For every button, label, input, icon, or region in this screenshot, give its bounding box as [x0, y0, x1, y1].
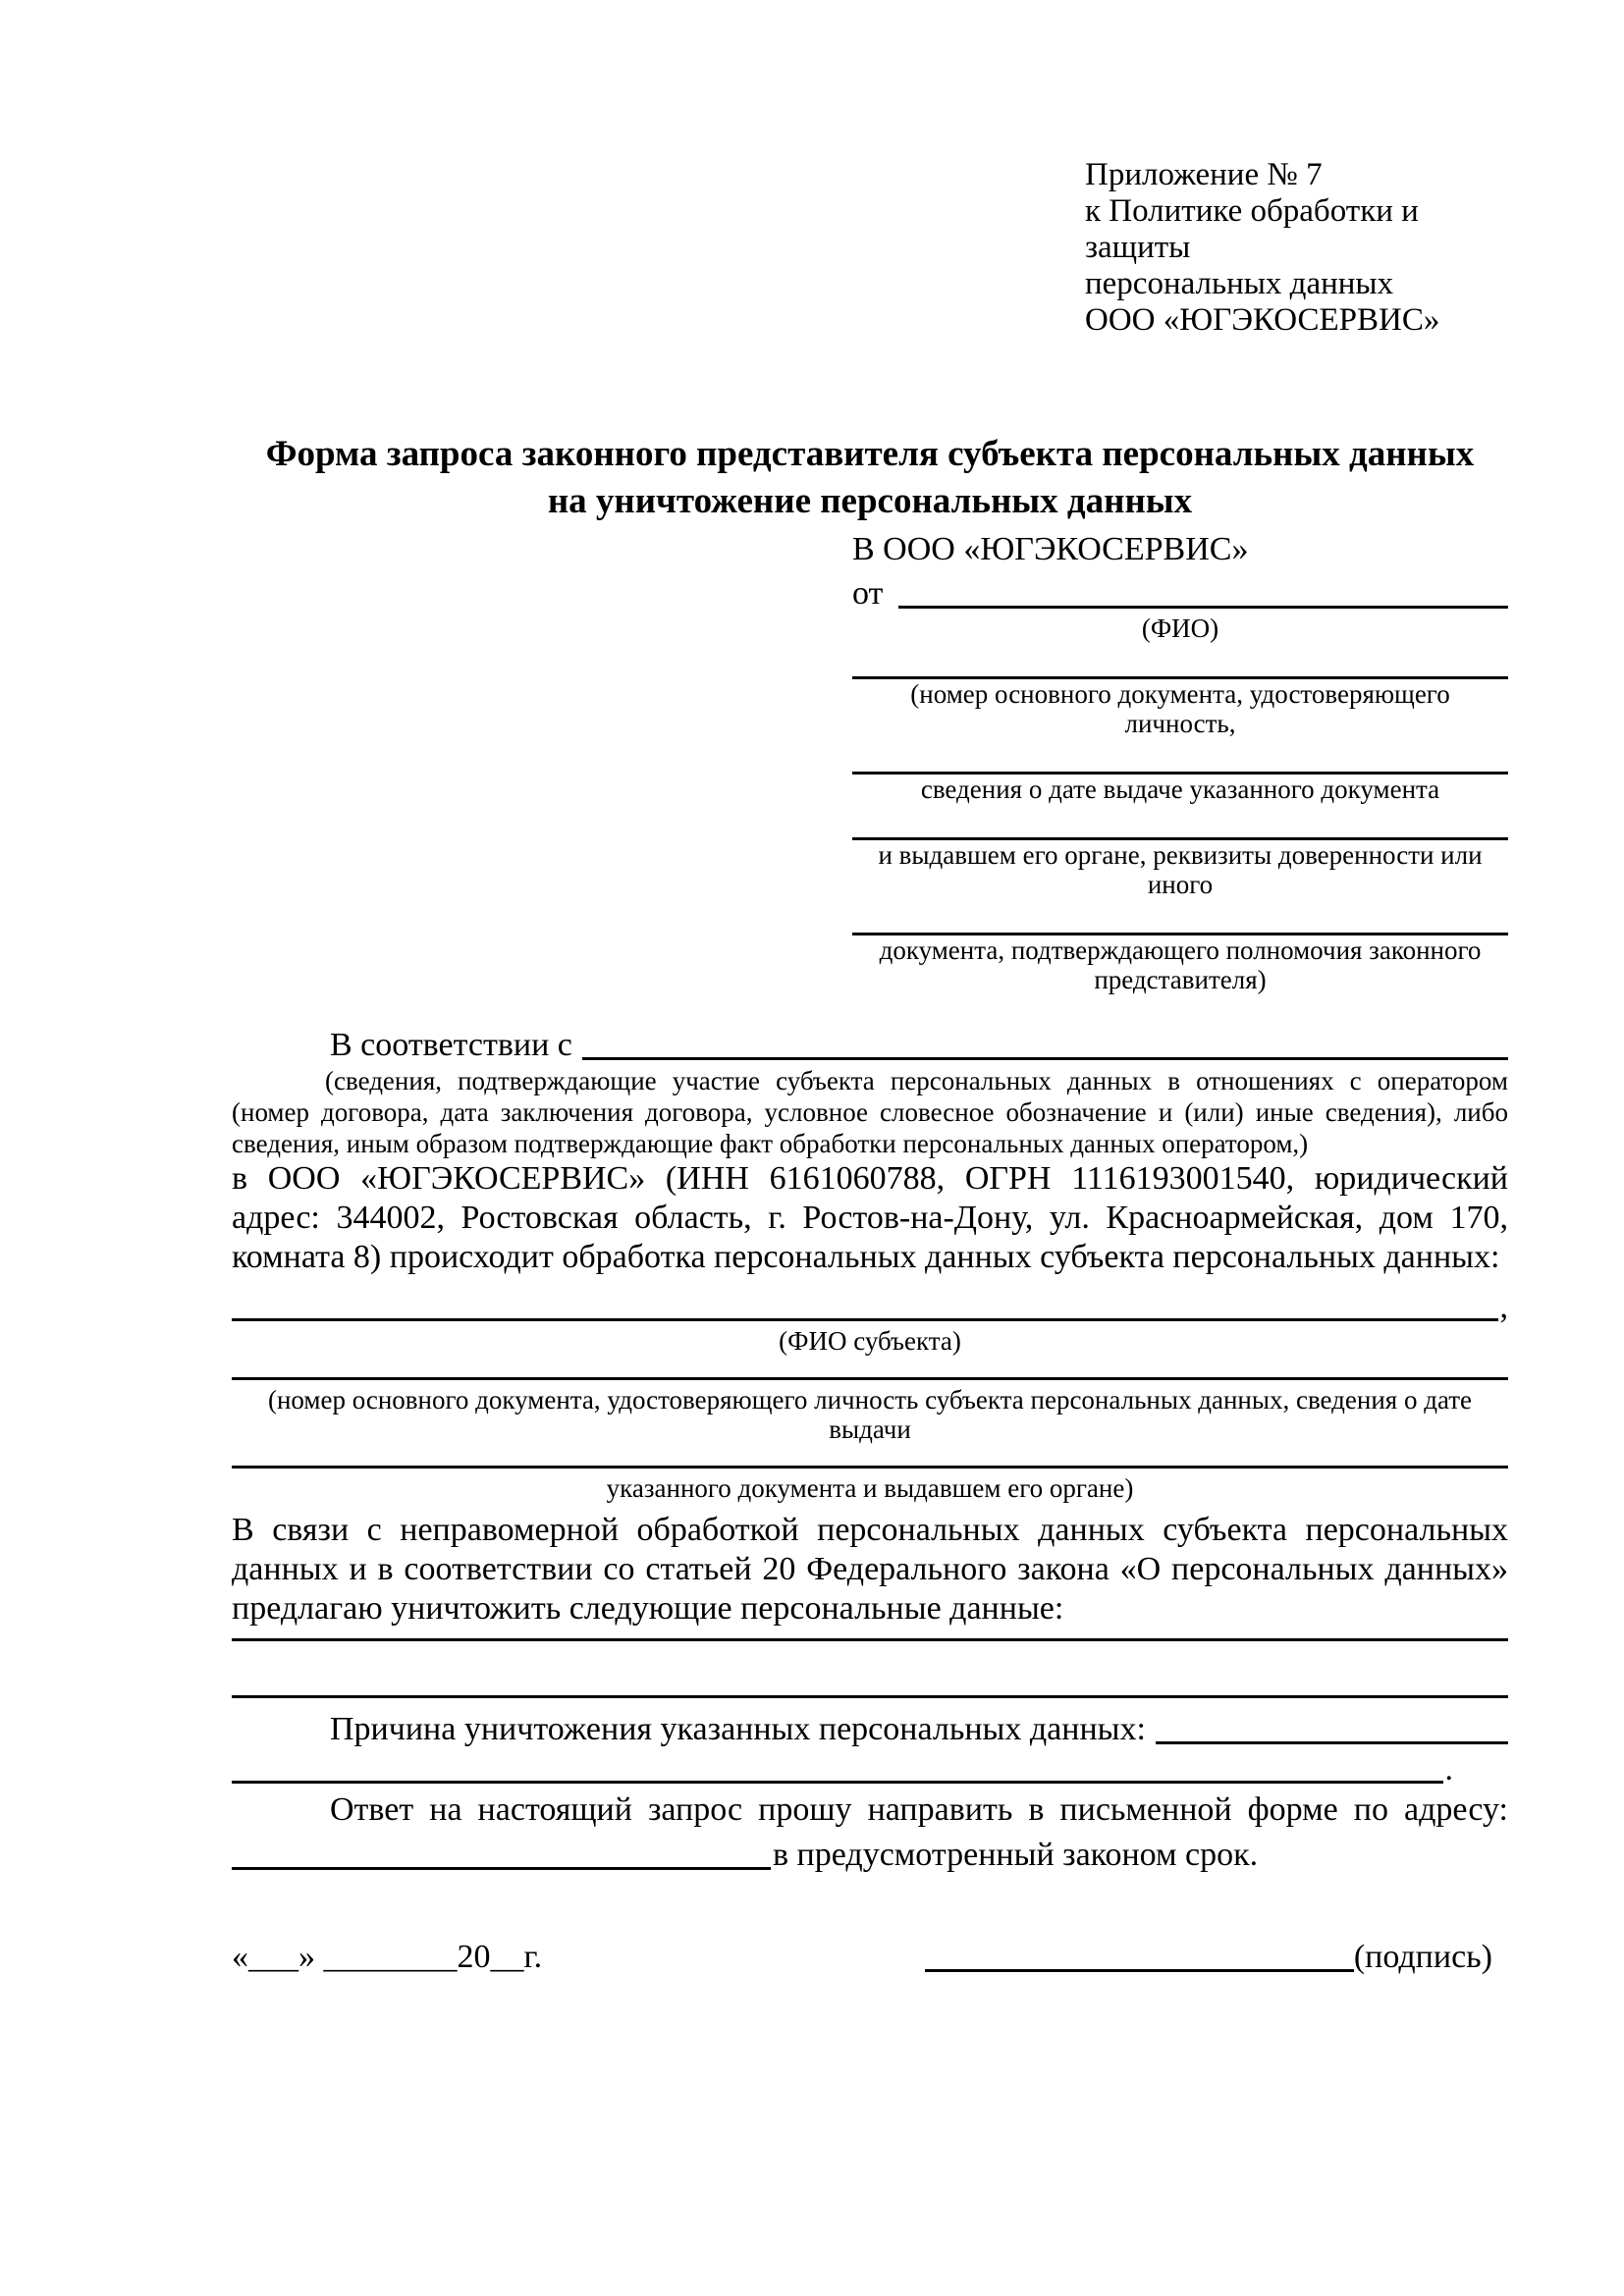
signature-group — [925, 1938, 1492, 1977]
reason-field-line — [232, 1781, 1443, 1784]
signature-field-line — [925, 1969, 1354, 1972]
appendix-header-line: персональных данных — [1085, 266, 1394, 301]
destroy-data-field-line — [232, 1695, 1508, 1698]
field-caption: и выдавшем его органе, реквизиты доверенности или иного — [878, 840, 1483, 899]
response-address-field-line — [232, 1867, 771, 1870]
subject-doc-field-line — [232, 1466, 1508, 1468]
representative-doc-field-line — [852, 738, 1508, 774]
reason-continuation-row — [232, 1749, 1508, 1789]
representative-doc-field-line — [852, 899, 1508, 935]
subject-fio-field-line — [232, 1318, 1498, 1321]
subject-doc-caption: (номер основного документа, удостоверяющего личность субъекта персональных данных, сведения о дате выдачи — [267, 1385, 1473, 1444]
footer — [232, 1938, 1508, 1977]
fio-caption: (ФИО) — [1141, 614, 1219, 643]
appendix-header-line: к Политике обработки и защиты — [1085, 193, 1419, 265]
accordance-row — [232, 1022, 1508, 1065]
field-caption: сведения о дате выдаче указанного документа — [920, 774, 1440, 804]
accordance-note: (сведения, подтверждающие участие субъекта персональных данных в отношениях с оператором (номер договора, дата заключения договора, условное словесное обозначение и (или) иные сведения), либо сведения, иным образом подтверждающие факт обработки персональных данных оператором,) — [232, 1066, 1508, 1158]
accordance-label: В соответствии с — [330, 1027, 572, 1063]
document-title-line-2: на уничтожение персональных данных — [547, 481, 1193, 521]
field-caption: (номер основного документа, удостоверяющего личность, — [910, 679, 1450, 738]
subject-fio-row — [232, 1291, 1508, 1326]
representative-doc-field-line — [852, 804, 1508, 840]
subject-line-suffix: , — [1499, 1289, 1508, 1325]
operator-paragraph: в ООО «ЮГЭКОСЕРВИС» (ИНН 6161060788, ОГРН 1116193001540, юридический адрес: 344002, Ростовская область, г. Ростов-на-Дону, ул. Красноармейская, дом 170, комната 8) происходит обработка персональных данных субъекта персональных данных: — [232, 1160, 1508, 1275]
appendix-header-line: Приложение № 7 — [1085, 157, 1323, 192]
appendix-header-line: ООО «ЮГЭКОСЕРВИС» — [1085, 302, 1440, 338]
response-paragraph: Ответ на настоящий запрос прошу направить в письменной форме по адресу: — [330, 1791, 1508, 1828]
subject-doc-field-line — [232, 1377, 1508, 1380]
response-address-row — [232, 1832, 1508, 1875]
from-label: от — [852, 575, 884, 612]
signature-caption: (подпись) — [1353, 1939, 1492, 1975]
field-caption: документа, подтверждающего полномочия законного представителя) — [879, 935, 1482, 994]
destroy-data-field-line — [232, 1638, 1508, 1641]
appendix-header — [1085, 157, 1508, 339]
reason-label: Причина уничтожения указанных персональных данных: — [330, 1711, 1146, 1747]
representative-name-field-line — [898, 606, 1508, 609]
document-title-line-1: Форма запроса законного представителя субъекта персональных данных — [265, 434, 1475, 474]
accordance-field-line — [582, 1057, 1508, 1060]
date-line: «___» ________20__г. — [232, 1939, 543, 1975]
response-suffix: в предусмотренный законом срок. — [773, 1837, 1259, 1873]
subject-fio-caption: (ФИО субъекта) — [779, 1326, 961, 1356]
reason-line-suffix: . — [1444, 1751, 1453, 1788]
subject-doc-row — [232, 1356, 1508, 1385]
representative-doc-field-line — [852, 643, 1508, 679]
reason-row — [232, 1706, 1508, 1749]
addressee-org: В ООО «ЮГЭКОСЕРВИС» — [852, 531, 1249, 567]
unlawful-paragraph: В связи с неправомерной обработкой персональных данных субъекта персональных данных и в соответствии со статьей 20 Федерального закона «О персональных данных» предлагаю уничтожить следующие персональные данные: — [232, 1512, 1508, 1627]
from-row — [852, 570, 1508, 614]
reason-field-line — [1156, 1741, 1508, 1744]
subject-doc-caption: указанного документа и выдавшем его органе) — [606, 1473, 1134, 1503]
document-title — [232, 431, 1508, 525]
subject-doc-row — [232, 1444, 1508, 1473]
addressee-block — [852, 529, 1508, 994]
